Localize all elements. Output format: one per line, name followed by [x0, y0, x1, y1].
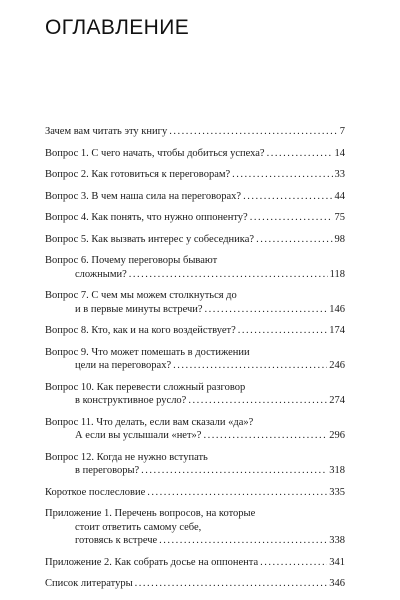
toc-entry-title: Вопрос 12. Когда не нужно вступать: [45, 451, 208, 463]
toc-entry: [45, 507, 345, 548]
toc-dot-leader: [250, 211, 333, 225]
toc-entry-title: Зачем вам читать эту книгу: [45, 126, 168, 137]
toc-dot-leader: [135, 577, 328, 591]
toc-entry-continuation-line: [45, 303, 345, 317]
toc-entry-line: [45, 556, 345, 570]
toc-entry-title: готовясь к встрече: [75, 535, 158, 546]
toc-entry-title: в конструктивное русло?: [75, 395, 187, 406]
toc-page-number: 296: [329, 430, 345, 441]
toc-entry-line: [45, 381, 345, 395]
toc-page-number: 274: [329, 395, 345, 406]
toc-entry-title: Короткое послесловие: [45, 486, 146, 498]
toc-entry-line: [45, 324, 345, 338]
toc-entry-title: Вопрос 4. Как понять, что нужно оппоненту?: [45, 212, 248, 223]
toc-dot-leader: [232, 168, 332, 182]
toc-entry-title: стоит ответить самому себе,: [75, 521, 202, 533]
toc-page-number: 338: [329, 535, 345, 546]
toc-dot-leader: [205, 303, 328, 317]
toc-entry: [45, 125, 345, 139]
toc-entry-title: Вопрос 1. С чего начать, чтобы добиться успеха?: [45, 147, 265, 159]
toc-entry-continuation-line: [45, 464, 345, 478]
toc-entry-line: [45, 346, 345, 360]
toc-entry-title: Вопрос 3. В чем наша сила на переговорах?: [45, 190, 242, 202]
toc-page-number: 174: [329, 325, 345, 336]
toc-page-number: 44: [334, 190, 345, 202]
toc-page-number: 98: [334, 233, 345, 245]
toc-entry-continuation-line: [45, 359, 345, 373]
toc-entry: [45, 346, 345, 373]
toc-page-number: 118: [329, 268, 345, 280]
toc-entry: [45, 190, 345, 204]
toc-entry-continuation-line: [45, 268, 345, 282]
toc-entry-title: Приложение 2. Как собрать досье на оппонента: [45, 556, 259, 568]
toc-dot-leader: [188, 394, 327, 408]
toc-entry-title: Вопрос 6. Почему переговоры бывают: [45, 255, 218, 266]
toc-entry-line: [45, 451, 345, 465]
toc-dot-leader: [243, 190, 332, 204]
toc-entry: [45, 254, 345, 281]
toc-dot-leader: [238, 324, 327, 338]
toc-entry: [45, 556, 345, 570]
toc-page-number: 246: [329, 360, 345, 371]
toc-entry-line: [45, 147, 345, 161]
toc-entry-line: [45, 168, 345, 182]
toc-entry-title: в переговоры?: [75, 465, 140, 476]
toc-entry-continuation-line: [45, 429, 345, 443]
toc-entry-title: Список литературы: [45, 578, 133, 589]
toc-entry-line: [45, 289, 345, 303]
toc-page-number: 346: [329, 578, 345, 589]
toc-entry-title: Вопрос 7. С чем мы можем столкнуться до: [45, 290, 237, 301]
toc-entry: [45, 486, 345, 500]
table-of-contents: [45, 125, 345, 599]
toc-entry-title: Вопрос 2. Как готовиться к переговорам?: [45, 169, 231, 180]
toc-page-number: 33: [334, 169, 345, 180]
toc-entry: [45, 577, 345, 591]
toc-entry: [45, 147, 345, 161]
toc-dot-leader: [129, 268, 328, 282]
toc-entry-title: Приложение 1. Перечень вопросов, на которые: [45, 508, 256, 519]
toc-dot-leader: [173, 359, 327, 373]
toc-entry-continuation-line: [45, 534, 345, 548]
toc-entry-line: [45, 416, 345, 430]
toc-page-number: 341: [329, 556, 345, 568]
toc-entry-title: Вопрос 8. Кто, как и на кого воздействует?: [45, 325, 236, 336]
toc-page-number: 335: [329, 486, 345, 498]
toc-entry-title: и в первые минуты встречи?: [75, 303, 203, 315]
toc-entry-line: [45, 486, 345, 500]
toc-page-number: 146: [329, 303, 345, 315]
toc-dot-leader: [159, 534, 327, 548]
toc-entry-title: Вопрос 5. Как вызвать интерес у собеседника?: [45, 233, 255, 245]
toc-entry-line: [45, 507, 345, 521]
toc-entry-line: [45, 211, 345, 225]
toc-entry: [45, 416, 345, 443]
toc-entry: [45, 289, 345, 316]
toc-entry: [45, 233, 345, 247]
toc-dot-leader: [147, 486, 327, 500]
toc-entry-title: Вопрос 11. Что делать, если вам сказали «да»?: [45, 416, 254, 428]
toc-page-number: 318: [329, 465, 345, 476]
toc-page-number: 7: [339, 126, 345, 137]
toc-page-number: 75: [334, 212, 345, 223]
toc-entry: [45, 168, 345, 182]
toc-dot-leader: [203, 429, 327, 443]
page-title: ОГЛАВЛЕНИЕ: [45, 16, 190, 39]
toc-entry-title: цели на переговорах?: [75, 360, 172, 371]
toc-entry-title: Вопрос 9. Что может помешать в достижении: [45, 346, 250, 358]
toc-entry-line: [45, 577, 345, 591]
toc-dot-leader: [267, 147, 333, 161]
toc-entry: [45, 381, 345, 408]
toc-page-number: 14: [334, 147, 345, 159]
toc-entry-line: [45, 254, 345, 268]
toc-entry-title: сложными?: [75, 268, 127, 280]
toc-entry: [45, 211, 345, 225]
toc-entry-title: Вопрос 10. Как перевести сложный разговор: [45, 381, 246, 393]
toc-entry-line: [45, 190, 345, 204]
toc-entry-continuation-line: [45, 394, 345, 408]
toc-entry: [45, 451, 345, 478]
toc-dot-leader: [169, 125, 338, 139]
toc-dot-leader: [256, 233, 332, 247]
toc-entry-line: [45, 125, 345, 139]
toc-dot-leader: [141, 464, 327, 478]
toc-entry: [45, 324, 345, 338]
toc-dot-leader: [260, 556, 327, 570]
toc-entry-continuation-line: [45, 521, 345, 535]
toc-entry-line: [45, 233, 345, 247]
toc-entry-title: А если вы услышали «нет»?: [75, 430, 202, 441]
